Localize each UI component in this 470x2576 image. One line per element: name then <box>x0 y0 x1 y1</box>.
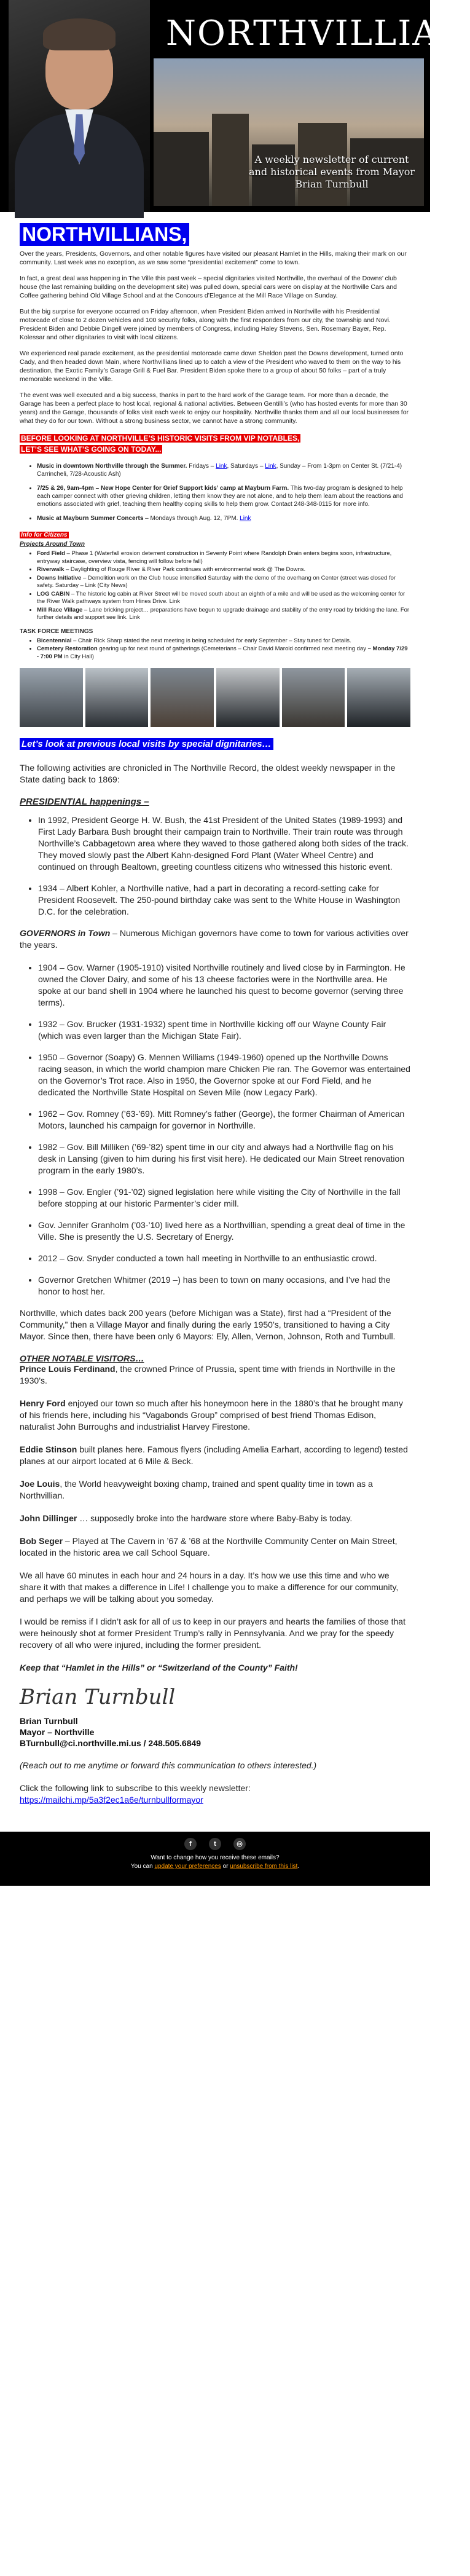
instagram-icon[interactable]: ◎ <box>233 1838 246 1850</box>
event-photo <box>347 668 410 727</box>
signature-image: Brian Turnbull <box>20 1685 176 1709</box>
task-force-list <box>37 637 410 661</box>
twitter-icon[interactable]: t <box>209 1838 221 1850</box>
presidential-list <box>38 814 410 918</box>
closing-paragraph: I would be remiss if I didn’t ask for all of us to keep in our prayers and hearts the families of those that were heinously shot at former President Trump’s rally in Pennsylvania. And we pray for the speedy recovery of all who were injured, including the former president. <box>20 1617 405 1650</box>
forward-note: (Reach out to me anytime or forward this communication to others interested.) <box>20 1760 317 1770</box>
main-content <box>0 212 430 1823</box>
subscribe-link[interactable]: https://mailchi.mp/5a3f2ec1a6e/turnbullformayor <box>20 1795 203 1805</box>
newsletter-title: NORTHVILLIAN <box>166 14 470 53</box>
project-name: Ford Field <box>37 550 65 557</box>
intro-paragraph: In fact, a great deal was happening in The Ville this past week – special dignitaries visited Northville, the overhaul of the Downs’ club house (the last remaining building on the development site) was pulled down, special cars were on display at the Northville Cars and Coffee gathering behind Old Village School and at the Concours d’Elegance at the Mill Race Village on Sunday. <box>20 275 398 299</box>
event-photo <box>20 668 83 727</box>
visits-intro: The following activities are chronicled in The Northville Record, the oldest weekly newspaper in the State dating back to 1869: <box>20 763 396 784</box>
list-item: • 1982 – Gov. Bill Milliken (’69-’82) spent time in our city and always had a Northville flag on his desk in Lansing (given to him during his first visit here). He dedicated our Main Street renovation program in the early 1980’s. <box>38 1141 410 1176</box>
banner-line: BEFORE LOOKING AT NORTHVILLE’S HISTORIC VISITS FROM VIP NOTABLES, <box>21 434 300 443</box>
events-list <box>37 462 410 522</box>
event-title: Music at Mayburn Summer Concerts <box>37 515 144 522</box>
list-item <box>37 550 410 565</box>
visitor-name: Bob Seger <box>20 1536 63 1546</box>
history-section <box>20 762 410 1806</box>
unsubscribe-link[interactable]: unsubscribe from this list <box>230 1863 298 1870</box>
list-item: • Gov. Jennifer Granholm (’03-’10) lived here as a Northvillian, spending a great deal of time in the Ville. She is presently the U.S. Secretary of Energy. <box>38 1219 410 1243</box>
governors-heading: GOVERNORS in Town <box>20 928 111 938</box>
visitor-text: enjoyed our town so much after his honeymoon here in the 1880’s that he brought many of his friends here, including his “Vagabonds Group” comprised of best friend Thomas Edison, naturalist John Burroughs and industrialist Harvey Firestone. <box>20 1398 403 1432</box>
signer-name: Brian Turnbull <box>20 1716 78 1726</box>
event-text: – Mondays through Aug. 12, 7PM. <box>143 515 240 522</box>
other-visitors <box>20 1353 410 1559</box>
list-item <box>37 637 410 645</box>
update-preferences-link[interactable]: update your preferences <box>154 1863 221 1870</box>
list-item: • In 1992, President George H. W. Bush, the 41st President of the United States (1989-1993) and First Lady Barbara Bush brought their campaign train to Northville. Their train route was through Northville’s Cabbagetown area where they waved to those gathered along both sides of the track. They moved slowly past the Albert Kahn-designed Ford Plant (Water Wheel Centre) and continued on through Bealtown, greeting countless citizens who witnessed this historic event. <box>38 814 410 873</box>
visitor-entry <box>20 1444 410 1467</box>
banner-line: LET’S SEE WHAT’S GOING ON TODAY... <box>21 445 162 454</box>
visitor-text: , the World heavyweight boxing champ, trained and spent quality time in town as a Northvillian. <box>20 1479 373 1500</box>
photo-strip <box>20 668 410 727</box>
event-title: 7/25 & 26, 9am-4pm – New Hope Center for Grief Support kids’ camp at Mayburn Farm. <box>37 485 289 492</box>
list-item: • 1904 – Gov. Warner (1905-1910) visited Northville routinely and lived close by in Farmington. He owned the Clover Dairy, and some of his 13 cheese factories were in the Northville area. He spoke at our band shell in 1904 where he launched his quest to become governor (serving three terms). <box>38 962 410 1009</box>
event-photo <box>216 668 280 727</box>
event-text: Fridays – <box>189 463 216 470</box>
visitor-name: Prince Louis Ferdinand <box>20 1364 116 1374</box>
visitor-entry <box>20 1478 410 1502</box>
event-photo <box>282 668 345 727</box>
task-name: Bicentennial <box>37 637 72 644</box>
footer-text: or <box>221 1863 230 1870</box>
list-item: • 1962 – Gov. Romney (’63-’69). Mitt Romney’s father (George), the former Chairman of American Motors, launched his campaign for governor in Northville. <box>38 1108 410 1132</box>
project-text: – Lane bricking project… preparations have begun to upgrade drainage and stability of the entry road by bricking the lane. For further details and support see link. Link <box>37 606 410 621</box>
intro-paragraph: We experienced real parade excitement, as the presidential motorcade came down Sheldon past the Downs development, turned onto Cady, and then headed down Main, where Northvillians lined up to catch a view of the President who waved to them on the way to his destination, the Exotic Family’s Garage Grill & Fuel Bar. President Biden spoke there to a group of about 50 folks – part of a truly memorable weekend in the Ville. <box>20 350 404 383</box>
list-item <box>37 591 410 606</box>
event-link[interactable]: Link <box>240 515 251 522</box>
list-item: • 2012 – Gov. Snyder conducted a town hall meeting in Northville to an enthusiastic crowd. <box>38 1253 410 1264</box>
newsletter-tagline: A weekly newsletter of current and historical events from Mayor Brian Turnbull <box>248 154 415 190</box>
facebook-icon[interactable]: f <box>184 1838 197 1850</box>
intro-paragraph: But the big surprise for everyone occurred on Friday afternoon, when President Biden arrived in Northville with his Presidential motorcade of close to 2 dozen vehicles and 100 security folks, along with the first responders from our city, the township and Novi. President Biden and Debbie Dingell were joined by members of Congress, including Haley Stevens, Sen. Rosemary Bayer, Rep. Kolessar and other dignitaries to visit with local citizens. <box>20 308 391 341</box>
visitor-name: John Dillinger <box>20 1513 77 1523</box>
list-item <box>37 607 410 622</box>
project-name: Mill Race Village <box>37 606 83 613</box>
list-item: • Governor Gretchen Whitmer (2019 –) has been to town on many occasions, and I’ve had the honor to host her. <box>38 1274 410 1298</box>
task-text: – Chair Rick Sharp stated the next meeting is being scheduled for early September – Stay tuned for Details. <box>71 637 351 644</box>
event-text: This two-day program is designed to help each camper connect with other grieving children, letting them know they are not alone, and to help them learn about the reactions and emotions associated with grief, teaching them healthy coping skills to help them grow. Contact 248-348-0115 for more info. <box>37 485 403 508</box>
closing-paragraph: We all have 60 minutes in each hour and 24 hours in a day. It’s how we use this time and who we share it with that makes a difference in Life! I challenge you to make a difference for our community, and perhaps we will be talking about you someday. <box>20 1570 399 1604</box>
list-item: • 1950 – Governor (Soapy) G. Mennen Williams (1949-1960) opened up the Northville Downs racing season, in which the world champion mare Chicken Pie ran. The Governor was entertained on the Governor’s Trot race. Also in 1950, the Governor spoke at our Ford Field, and he dedicated the Northville State Hospital on Seven Mile (now Legacy Park). <box>38 1052 410 1098</box>
visitor-entry <box>20 1398 410 1433</box>
list-item: • 1934 – Albert Kohler, a Northville native, had a part in decorating a record-setting cake for President Roosevelt. The 250-pound birthday cake was sent to the White House in Washington D.C. for the celebration. <box>38 883 410 918</box>
signature-block <box>20 1715 410 1749</box>
task-text: in City Hall) <box>62 653 94 660</box>
list-item <box>37 575 410 590</box>
task-force-heading: TASK FORCE MEETINGS <box>20 628 93 635</box>
event-link[interactable]: Link <box>265 463 276 470</box>
footer-line: Want to change how you receive these emails? <box>151 1854 280 1861</box>
project-text: – The historic log cabin at River Street will be moved south about an eighth of a mile and will be used as the welcoming center for the River Walk pathways system from Hines Drive. Link <box>37 590 405 605</box>
governors-paragraph <box>20 928 410 951</box>
signer-contact[interactable]: BTurnbull@ci.northville.mi.us / 248.505.6849 <box>20 1738 202 1748</box>
intro-paragraph: The event was well executed and a big success, thanks in part to the hard work of the Garage team. For more than a decade, the Garage has been a perfect place to host local, regional & national activities. Between Gentilli’s (who has hosted events for more than 30 years) and the Garage, thousands of folks visit each week to enjoy our hospitality. Northville thanks them and all our local businesses for what they do for our town. Without a strong business sector, we cannot have a strong community. <box>20 392 409 425</box>
footer-line <box>0 1862 430 1871</box>
event-text: , Sunday – From 1-3pm on Center St. (7/21-4) Carrincheli, 7/28-Acoustic Ash) <box>37 463 402 478</box>
governors-intro: – Numerous Michigan governors have come to town for various activities over the years. <box>20 928 409 950</box>
intro-paragraph: Over the years, Presidents, Governors, and other notable figures have visited our pleasant Hamlet in the Hills, making their mark on our community. Last week was no exception, as we saw some “presidential excitement” come to town. <box>20 250 407 266</box>
task-name: Cemetery Restoration <box>37 645 98 652</box>
event-title: Music in downtown Northville through the Summer. <box>37 463 187 470</box>
other-visitors-heading: OTHER NOTABLE VISITORS… <box>20 1353 144 1363</box>
event-link[interactable]: Link <box>216 463 227 470</box>
whats-on-banner <box>20 433 410 455</box>
task-date: – Monday 7/29 - 7:00 PM <box>37 645 408 660</box>
task-text: gearing up for next round of gatherings (Cemeterians – Chair David Marold confirmed next meeting day <box>97 645 368 652</box>
info-tag: Info for Citizens <box>21 532 68 538</box>
footer-text: You can <box>130 1863 155 1870</box>
mayors-note: Northville, which dates back 200 years (before Michigan was a State), first had a “President of the Community,” then a Village Mayor and finally during the early 1950’s, transitioned to having a City Mayor. Since then, there have been only 6 Mayors: Ely, Allen, Vernon, Johnson, Roth and Turnbull. <box>20 1308 396 1341</box>
project-name: LOG CABIN <box>37 590 70 597</box>
visitor-entry <box>20 1363 410 1387</box>
subscribe-text: Click the following link to subscribe to this weekly newsletter: <box>20 1783 251 1793</box>
visitor-name: Joe Louis <box>20 1479 60 1489</box>
projects-list <box>37 550 410 622</box>
project-name: Riverwalk <box>37 566 65 573</box>
list-item <box>37 462 410 478</box>
signer-title: Mayor – Northville <box>20 1727 95 1737</box>
visitor-text: – Played at The Cavern in ’67 & ’68 at the Northville Community Center on Main Street, located in the historic area we call School Square. <box>20 1536 398 1558</box>
subscribe-paragraph <box>20 1782 410 1806</box>
mayor-portrait <box>9 0 150 212</box>
visitor-name: Henry Ford <box>20 1398 66 1408</box>
project-name: Downs Initiative <box>37 574 82 581</box>
list-item: • 1998 – Gov. Engler (’91-’02) signed legislation here while visiting the City of Northville in the fall before stopping at our historic Parmenter’s cider mill. <box>38 1186 410 1210</box>
visitor-entry <box>20 1535 410 1559</box>
footer <box>0 1832 430 1886</box>
projects-subhead: Projects Around Town <box>20 541 85 548</box>
event-photo <box>85 668 149 727</box>
visitor-text: , the crowned Prince of Prussia, spent time with friends in Northville in the 1930’s. <box>20 1364 396 1385</box>
list-item <box>37 566 410 574</box>
event-text: , Saturdays – <box>227 463 265 470</box>
footer-text: . <box>297 1863 300 1870</box>
visitor-name: Eddie Stinson <box>20 1444 77 1454</box>
event-photo <box>151 668 214 727</box>
governors-list <box>38 962 410 1298</box>
visitor-text: … supposedly broke into the hardware store where Baby-Baby is today. <box>77 1513 353 1523</box>
social-icons <box>0 1838 430 1850</box>
project-text: – Phase 1 (Waterfall erosion deterrent construction in Seventy Point where Randolph Drain enters begins soon, infrastructure, entryway staircase, overview vista, fencing will follow before fall) <box>37 550 392 565</box>
header-banner <box>0 0 470 212</box>
visitor-entry <box>20 1513 410 1524</box>
list-item: • 1932 – Gov. Brucker (1931-1932) spent time in Northville kicking off our Wayne County Fair (which was even larger than the Michigan State Fair). <box>38 1018 410 1042</box>
list-item <box>37 514 410 522</box>
project-text: – Demolition work on the Club house intensified Saturday with the demo of the overhang on Center (street was closed for safety. Saturday – Link (City News) <box>37 574 396 589</box>
list-item <box>37 484 410 508</box>
visits-heading: Let’s look at previous local visits by special dignitaries… <box>20 738 273 750</box>
motto: Keep that “Hamlet in the Hills” or “Switzerland of the County” Faith! <box>20 1663 298 1672</box>
presidential-heading: PRESIDENTIAL happenings – <box>20 797 149 807</box>
visitor-text: built planes here. Famous flyers (including Amelia Earhart, according to legend) tested planes at our airport located at 6 Mile & Beck. <box>20 1444 408 1466</box>
project-text: – Daylighting of Rouge River & River Park continues with environmental work @ The Downs. <box>64 566 306 573</box>
list-item <box>37 645 410 661</box>
greeting-heading: NORTHVILLIANS, <box>20 223 189 246</box>
